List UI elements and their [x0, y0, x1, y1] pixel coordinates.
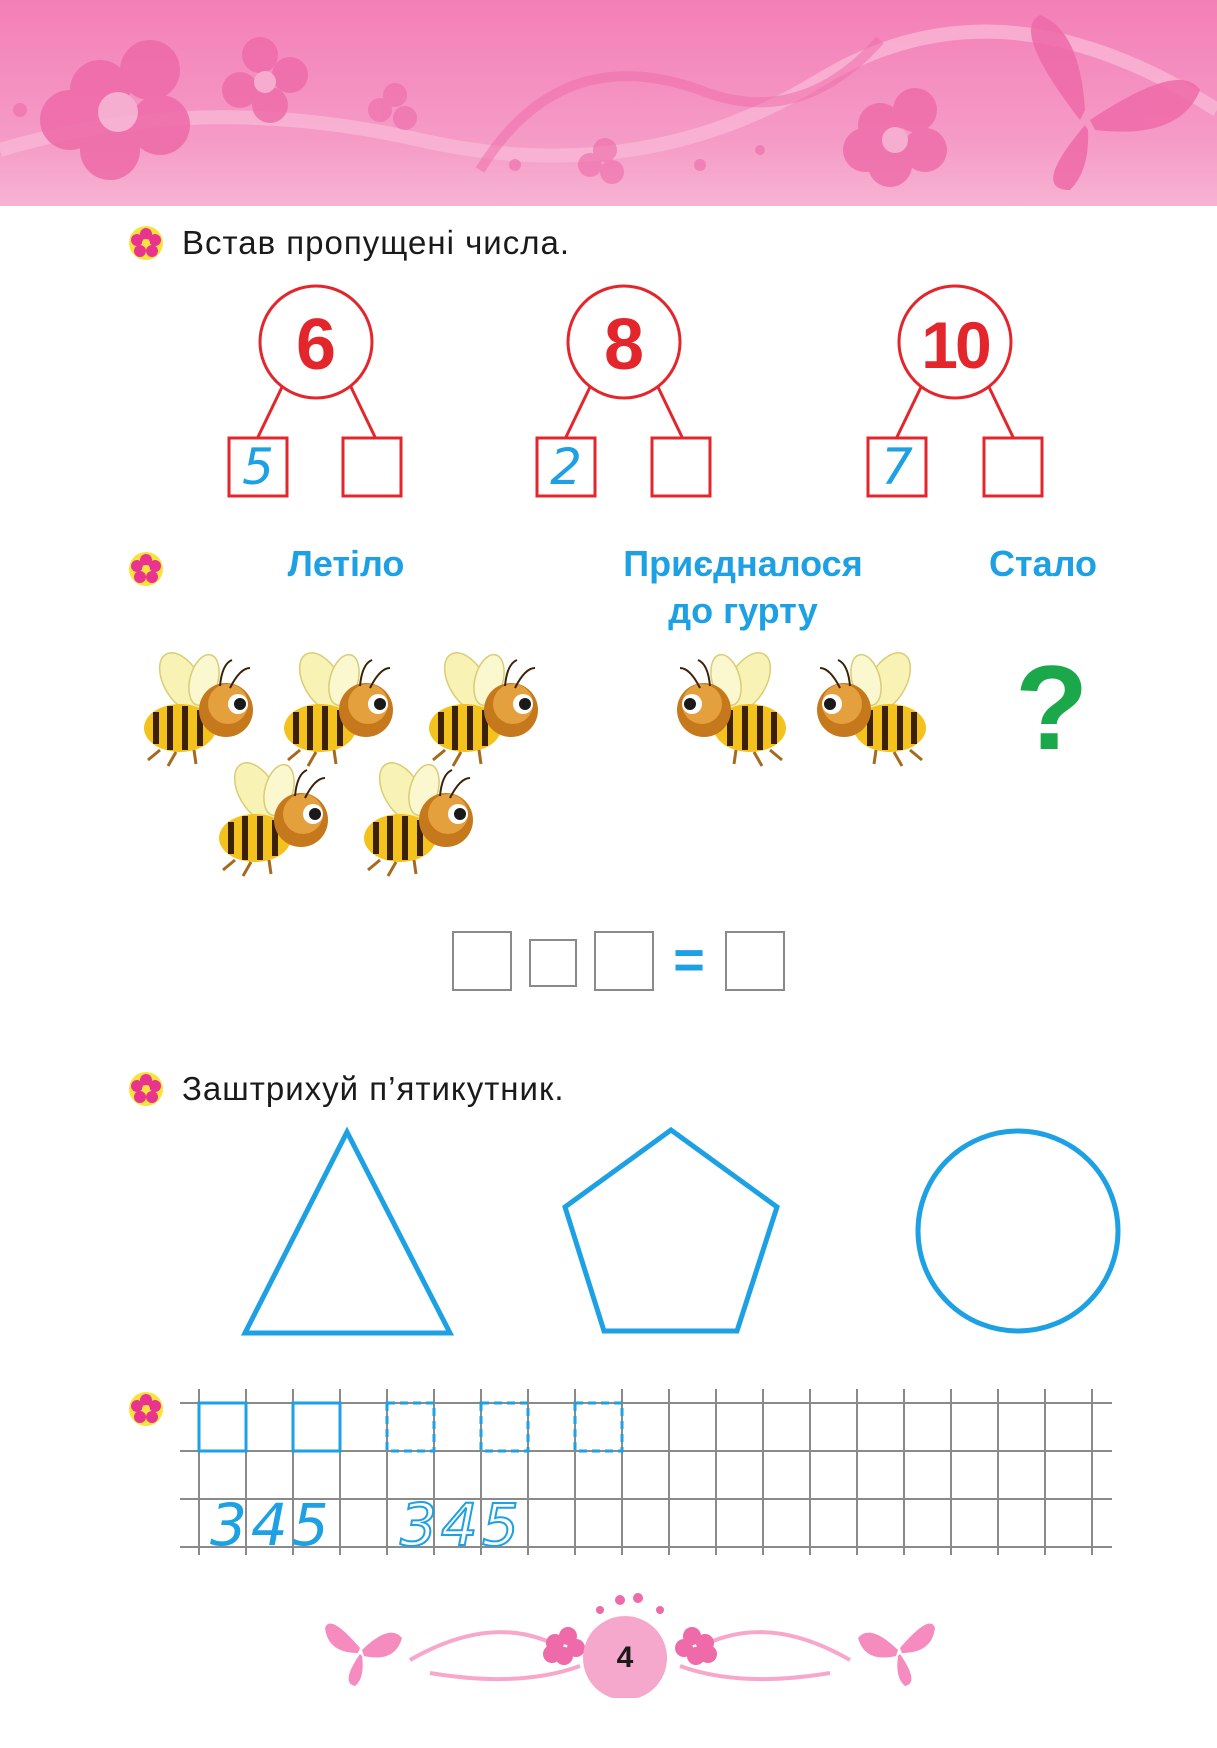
heading-flew: Летіло	[287, 543, 405, 584]
bee-icon	[817, 650, 926, 766]
equation-row	[440, 920, 800, 1000]
tree1-right-box[interactable]	[343, 438, 401, 496]
tree2-total: 8	[603, 305, 645, 385]
digit-sample-4: 4	[250, 1491, 292, 1559]
task-flower-icon	[128, 551, 164, 587]
digit-trace-4: 4	[440, 1491, 482, 1559]
sample-square	[199, 1403, 246, 1451]
heading-joined-line1: Приєдналося	[623, 543, 863, 584]
tree1-total: 6	[295, 305, 337, 385]
shapes-area	[0, 1120, 1217, 1350]
page-number: 4	[616, 1641, 634, 1674]
equation-box-1[interactable]	[453, 932, 511, 990]
digit-trace-3: 3	[400, 1491, 441, 1559]
digit-trace-5: 5	[481, 1491, 523, 1559]
tree2-right-box[interactable]	[652, 438, 710, 496]
equation-sign-box[interactable]	[530, 940, 576, 986]
bees-illustration	[130, 650, 950, 910]
bee-icon	[144, 650, 253, 766]
task-flower-icon	[128, 225, 164, 261]
floral-banner-decoration	[0, 0, 1217, 206]
trace-square[interactable]	[575, 1403, 622, 1451]
equals-sign: =	[673, 930, 705, 990]
pentagon-shape[interactable]	[565, 1130, 777, 1331]
butterfly-icon	[325, 1624, 360, 1654]
tree2-left-value: 2	[550, 438, 582, 496]
heading-joined-line2: до гурту	[668, 590, 818, 631]
tree3-left-value: 7	[881, 438, 913, 496]
digits-sample	[210, 1492, 370, 1558]
heading-became: Стало	[988, 543, 1098, 584]
equation-result-box[interactable]	[726, 932, 784, 990]
triangle-shape[interactable]	[245, 1132, 450, 1333]
sample-square	[293, 1403, 340, 1451]
flower-icon	[40, 40, 190, 180]
trace-square[interactable]	[387, 1403, 434, 1451]
task1-instruction: Встав пропущені числа.	[182, 224, 571, 261]
task-flower-icon	[128, 1071, 164, 1107]
digit-sample-3: 3	[210, 1491, 251, 1559]
tree3-right-box[interactable]	[984, 438, 1042, 496]
digit-sample-5: 5	[291, 1491, 333, 1559]
equation-box-2[interactable]	[595, 932, 653, 990]
butterfly-icon	[1031, 15, 1200, 190]
bee-icon	[429, 650, 538, 766]
question-mark: ?	[1015, 641, 1089, 775]
butterfly-icon	[900, 1624, 935, 1654]
digits-trace[interactable]	[400, 1492, 560, 1558]
bee-icon	[364, 755, 473, 876]
bee-icon	[677, 650, 786, 766]
tree1-left-value: 5	[242, 438, 274, 496]
header-banner	[0, 0, 1217, 206]
tree3-total: 10	[921, 308, 989, 382]
circle-shape[interactable]	[918, 1131, 1118, 1331]
task3-instruction: Заштрихуй п’ятикутник.	[182, 1070, 565, 1107]
bee-icon	[284, 650, 393, 766]
bee-icon	[219, 755, 328, 876]
trace-square[interactable]	[481, 1403, 528, 1451]
task-flower-icon	[128, 1391, 164, 1427]
